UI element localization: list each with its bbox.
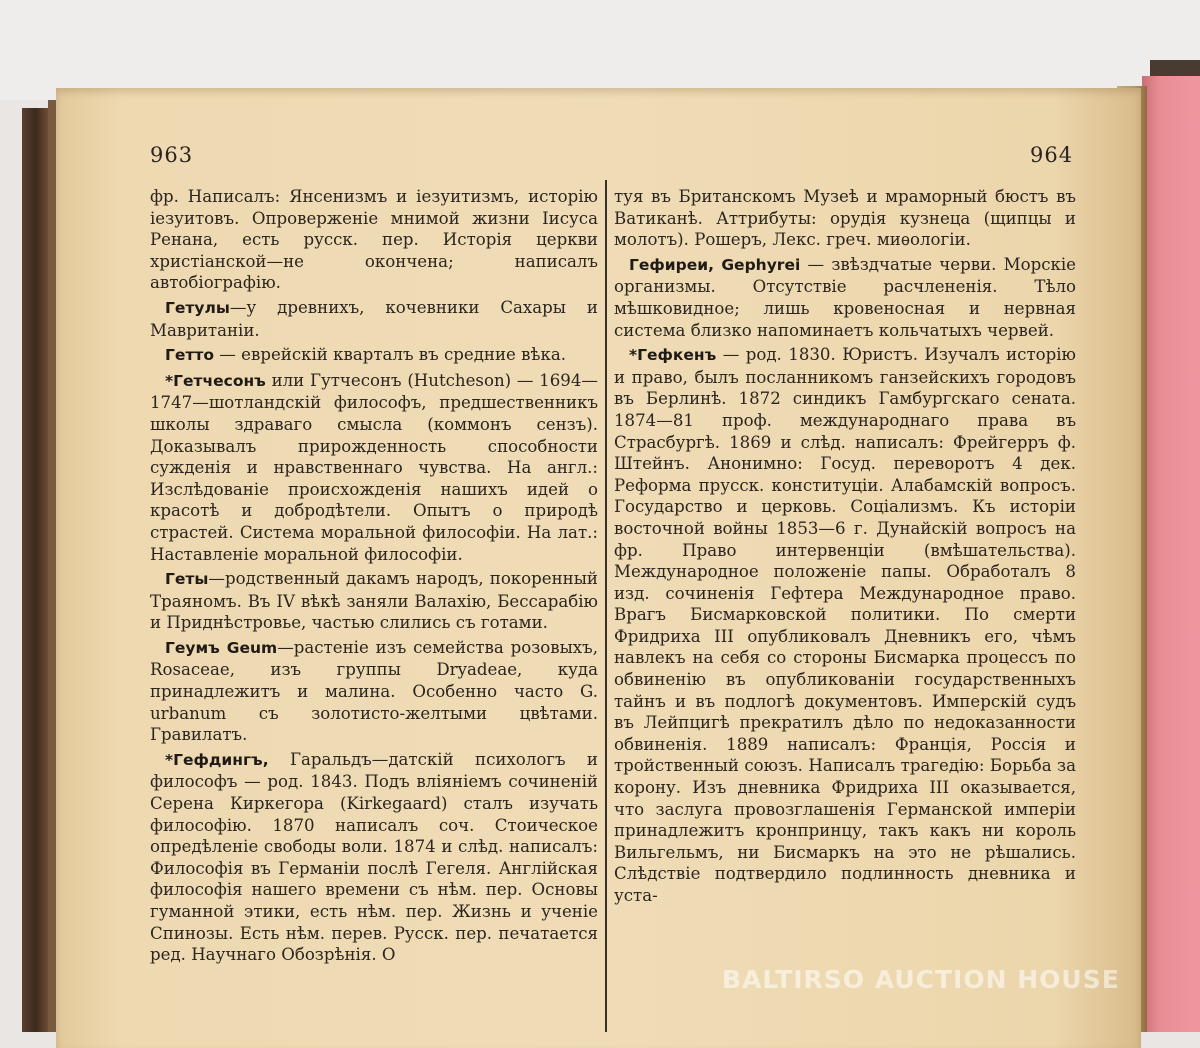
entry-text: или Гутчесонъ (Hutcheson) — 1694—1747—шотландскiй философъ, предшественникъ школы здраваго смысла (коммонъ сензъ). Доказывалъ прирожденность способности сужденiя и нравственнаго чувства. На англ.: Изслѣдованiе происхожденiя нашихъ идей о красотѣ и добродѣтели. Опытъ о природѣ страстей. Система моральной философiи. На лат.: Наставленiе моральной философiи. (150, 370, 598, 564)
page-number-left: 963 (150, 143, 194, 167)
entry-paragraph (150, 568, 598, 634)
entry-paragraph (150, 749, 598, 966)
entry-headword: Геты (165, 570, 209, 589)
entry-headword: Гетулы (165, 298, 230, 317)
entry-text: —у древнихъ, кочевники Сахары и Мавританiи. (150, 297, 598, 340)
entry-paragraph (150, 344, 598, 367)
watermark: BALTIRSO AUCTION HOUSE (722, 965, 1120, 994)
entry-text: — род. 1830. Юристъ. Изучалъ исторiю и право, былъ посланникомъ ганзейскихъ городовъ въ Берлинѣ. 1872 синдикъ Гамбургскаго сената. 1874—81 проф. международнаго права въ Страсбургѣ. 1869 и слѣд. написалъ: Фрейгерръ ф. Штейнъ. Анонимно: Госуд. переворотъ 4 дек. Реформа прусск. конституцiи. Алабамскiй вопросъ. Государство и церковь. Соцiализмъ. Къ исторiи восточной войны 1853—6 г. Дунайскiй вопросъ на фр. Право интервенцiи (вмѣшательства). Международное положенiе папы. Обработалъ 8 изд. сочиненiя Гефтера Международное право. Врагъ Бисмарковской политики. По смерти Фридриха III опубликовалъ Дневникъ его, чѣмъ навлекъ на себя со стороны Бисмарка процессъ по обвиненiю въ опубликованiи государственныхъ тайнъ и въ подлогѣ документовъ. Имперскiй судъ въ Лейпцигѣ прекратилъ дѣло по недоказанности обвиненiя. 1889 написалъ: Францiя, Россiя и тройственный союзъ. Написалъ трагедiю: Борьба за корону. Изъ дневника Фридриха III оказывается, что заслуга провозглашенiя Германской имперiи принадлежитъ кронпринцу, такъ какъ ни король Вильгельмъ, ни Бисмаркъ на это не рѣшались. Слѣдствiе подтвердило подлинность дневника и уста- (614, 345, 1076, 905)
entry-paragraph (150, 637, 598, 746)
backdrop (0, 0, 1200, 100)
entry-text: Гаральдъ—датскiй психологъ и философъ — род. 1843. Подъ влiянiемъ сочиненiй Серена Киркегора (Kirkegaard) сталъ изучать философiю. 1870 написалъ соч. Стоическое опредѣленiе свободы воли. 1874 и слѣд. написалъ: Философiя въ Германiи послѣ Гегеля. Англiйская философiя нашего времени съ нѣм. пер. Основы гуманной этики, есть нѣм. пер. Жизнь и ученiе Спинозы. Есть нѣм. перев. Русск. пер. печатается ред. Научнаго Обозрѣнiя. О (150, 749, 598, 965)
entry-headword: *Гефкенъ (629, 346, 717, 365)
right-column (614, 186, 1076, 910)
entry-text: — еврейскiй кварталъ въ средние вѣка. (214, 345, 567, 365)
entry-paragraph (614, 344, 1076, 906)
entry-text: туя въ Британскомъ Музеѣ и мраморный бюстъ въ Ватиканѣ. Аттрибуты: орудiя кузнеца (щипцы и молотъ). Рошеръ, Лекс. греч. миѳологiи. (614, 187, 1076, 250)
entry-paragraph (614, 186, 1076, 251)
entry-text: —растенiе изъ семейства розовыхъ, Rosaceae, изъ группы Dryadeae, куда принадлежитъ и малина. Особенно часто G. urbanum съ золотисто-желтыми цвѣтами. Гравилатъ. (150, 637, 598, 745)
pink-endpaper (1142, 76, 1200, 1032)
entry-text: — звѣздчатые черви. Морскiе организмы. Отсутствiе расчлененiя. Тѣло мѣшковидное; лишь кровеносная и нервная система близко напоминаетъ кольчатыхъ червей. (614, 254, 1076, 340)
entry-paragraph (150, 370, 598, 565)
entry-headword: Гефиреи, Gephyrei (629, 255, 801, 274)
entry-text: фр. Написалъ: Янсенизмъ и iезуитизмъ, исторiю iезуитовъ. Опроверженiе мнимой жизни Iисуса Ренана, есть русск. пер. Исторiя церкви христiанской—не окончена; написалъ автобiографiю. (150, 187, 598, 293)
page-number-right: 964 (1030, 143, 1074, 167)
left-column (150, 186, 598, 969)
column-divider (605, 180, 607, 1032)
entry-headword: *Гефдингъ, (165, 750, 269, 769)
entry-headword: Геумъ Geum (165, 638, 278, 657)
entry-headword: *Гетчесонъ (165, 371, 266, 390)
entry-paragraph (150, 186, 598, 294)
entry-paragraph (150, 297, 598, 341)
entry-paragraph (614, 254, 1076, 341)
entry-text: —родственный дакамъ народъ, покоренный Траяномъ. Въ IV вѣкѣ заняли Валахiю, Бессарабiю и Приднѣстровье, частью слились съ готами. (150, 569, 598, 633)
entry-headword: Гетто (165, 346, 215, 365)
